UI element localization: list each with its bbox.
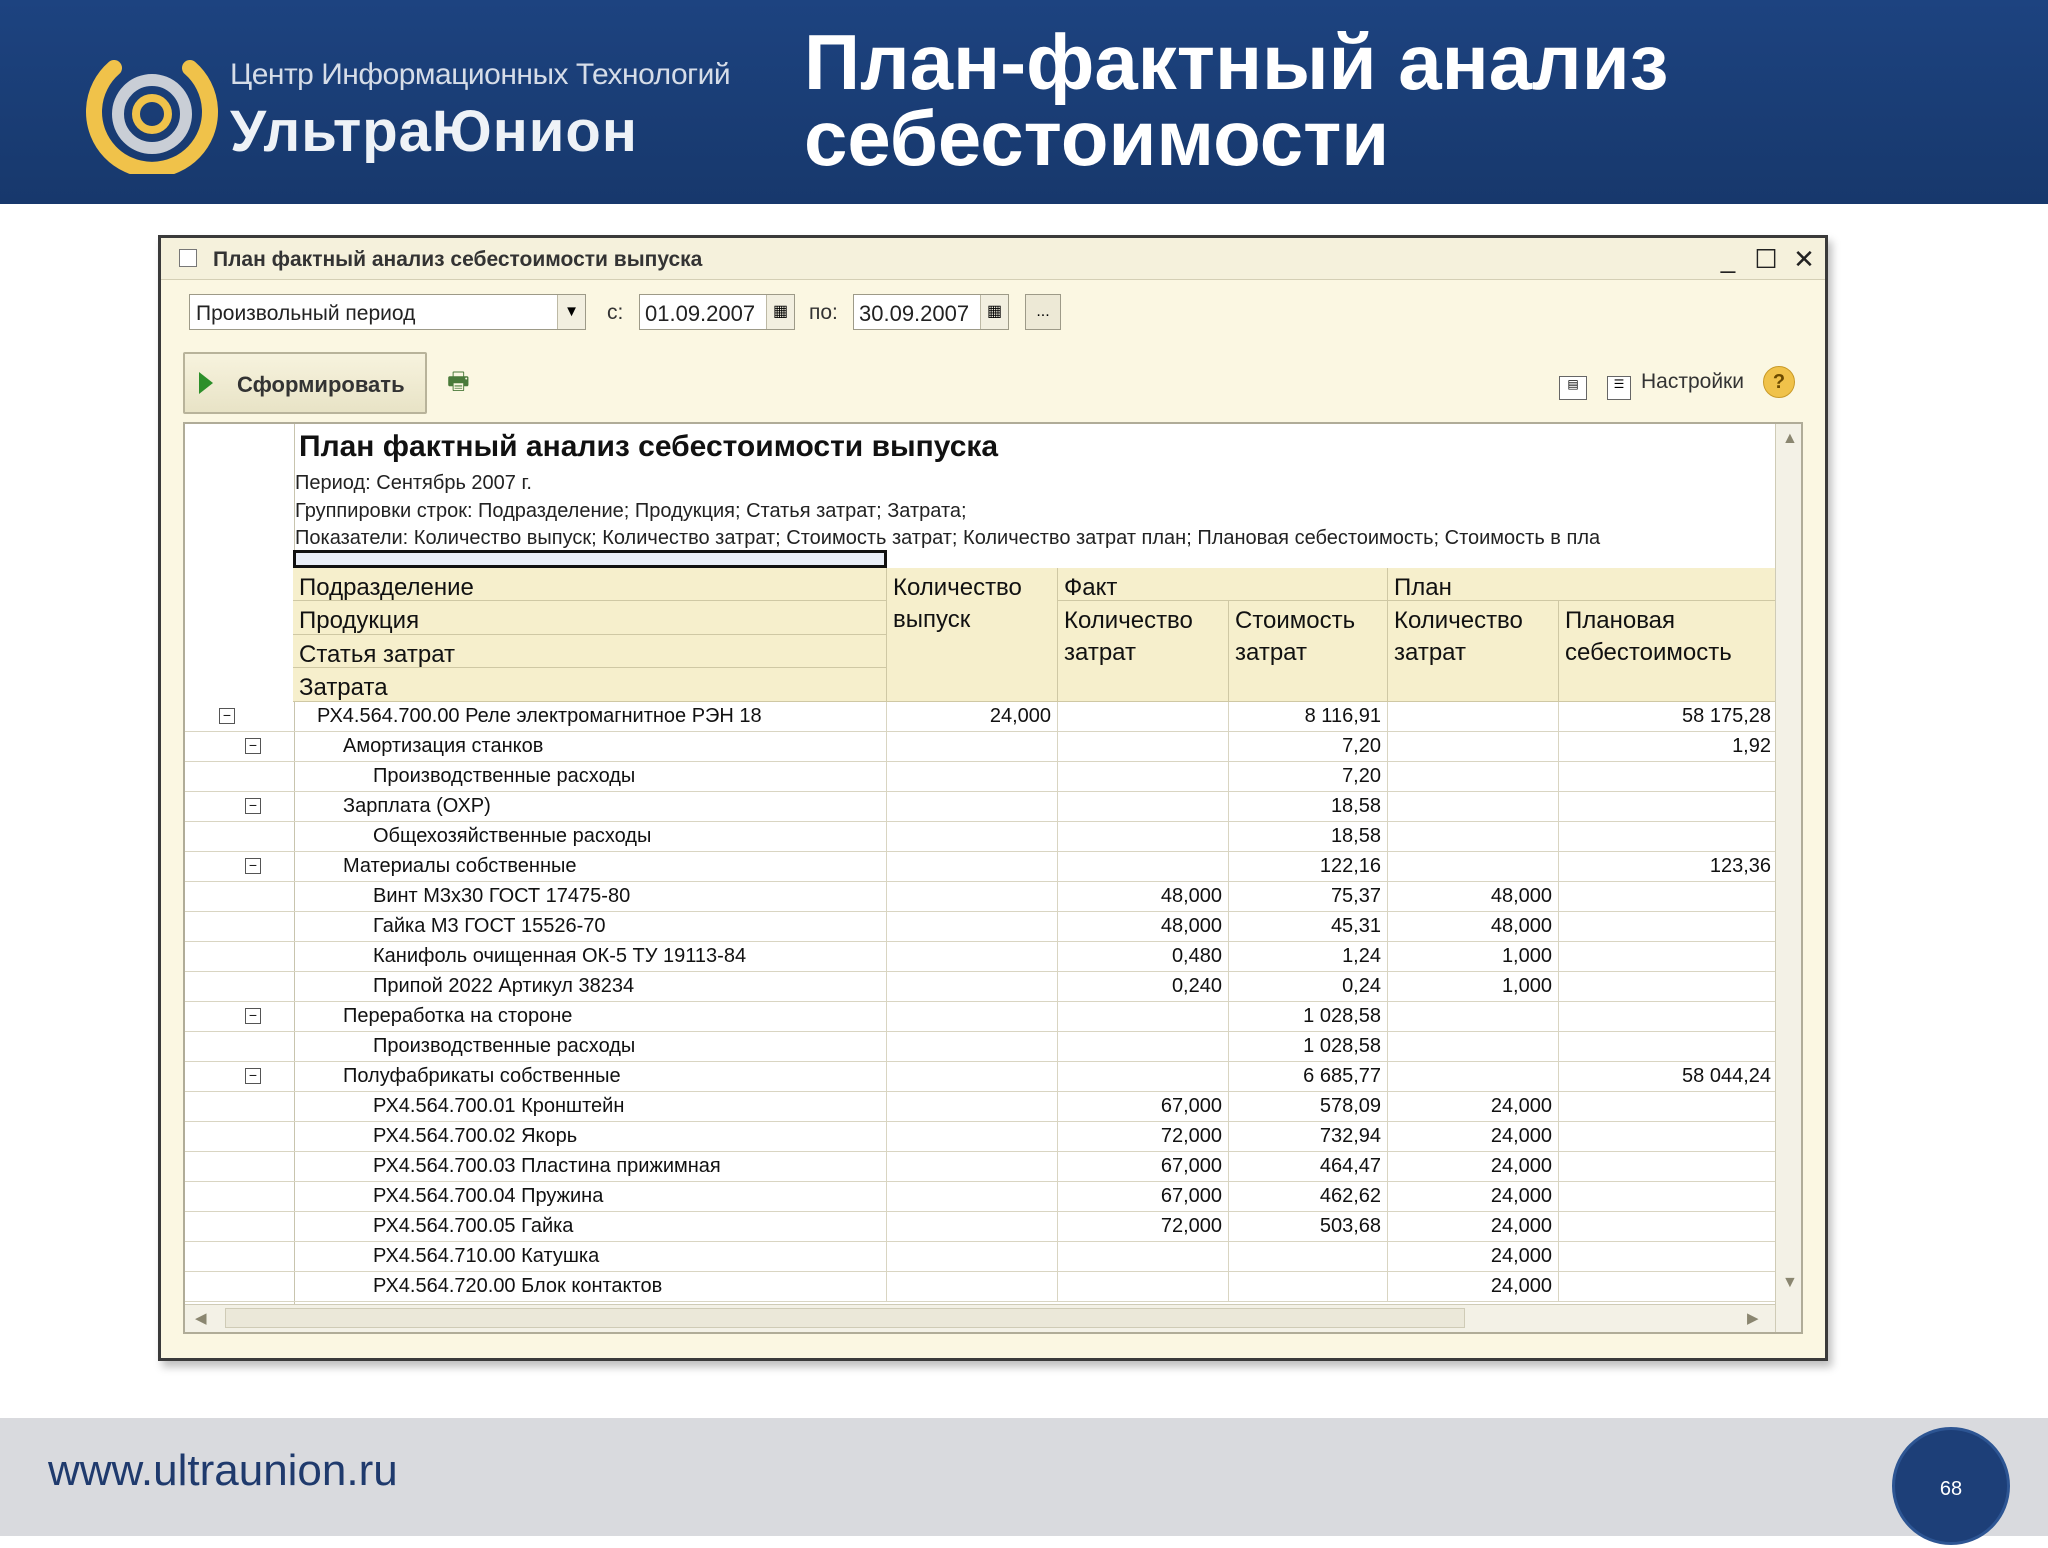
cell-plan-cost: [1559, 1152, 1778, 1182]
cell-plan-qty: 24,000: [1388, 1182, 1559, 1212]
header-qty-out: Количество выпуск: [887, 568, 1058, 702]
cell-fact-cost: 7,20: [1229, 732, 1388, 762]
cell-plan-cost: 58 044,24: [1559, 1062, 1778, 1092]
cell-plan-qty: [1388, 1002, 1559, 1032]
cell-qty-out: [887, 1182, 1058, 1212]
cell-fact-qty: 48,000: [1058, 882, 1229, 912]
cell-fact-cost: 45,31: [1229, 912, 1388, 942]
from-date-value: 01.09.2007: [645, 301, 756, 326]
cell-fact-qty: [1058, 822, 1229, 852]
cell-qty-out: [887, 912, 1058, 942]
ultraunion-logo-icon: [84, 48, 220, 174]
cell-fact-qty: [1058, 852, 1229, 882]
cell-qty-out: [887, 852, 1058, 882]
cell-fact-cost: 578,09: [1229, 1092, 1388, 1122]
cell-qty-out: [887, 1002, 1058, 1032]
cell-plan-cost: [1559, 822, 1778, 852]
cell-fact-qty: [1058, 1272, 1229, 1302]
cell-qty-out: [887, 762, 1058, 792]
cell-qty-out: [887, 1092, 1058, 1122]
collapse-toggle-icon[interactable]: −: [245, 1068, 261, 1084]
cell-fact-cost: 8 116,91: [1229, 702, 1388, 732]
cell-fact-cost: 7,20: [1229, 762, 1388, 792]
cell-fact-qty: 67,000: [1058, 1182, 1229, 1212]
table-row[interactable]: [185, 882, 1779, 912]
cell-plan-qty: [1388, 792, 1559, 822]
cell-plan-qty: 24,000: [1388, 1122, 1559, 1152]
cell-fact-cost: [1229, 1272, 1388, 1302]
cell-fact-qty: 0,240: [1058, 972, 1229, 1002]
cell-qty-out: [887, 1062, 1058, 1092]
window-titlebar: [161, 238, 1825, 280]
slide-title-line1: План-фактный анализ: [804, 18, 1669, 106]
cell-plan-cost: [1559, 912, 1778, 942]
table-row[interactable]: [185, 1182, 1779, 1212]
header-fact: Факт: [1058, 568, 1388, 601]
cell-qty-out: [887, 822, 1058, 852]
cell-fact-qty: [1058, 1242, 1229, 1272]
cell-plan-qty: [1388, 822, 1559, 852]
period-type-value: Произвольный период: [196, 302, 416, 325]
cell-fact-cost: 18,58: [1229, 822, 1388, 852]
cell-fact-cost: 1,24: [1229, 942, 1388, 972]
cell-fact-cost: 18,58: [1229, 792, 1388, 822]
cell-fact-cost: 464,47: [1229, 1152, 1388, 1182]
page-number: 68: [1892, 1427, 2010, 1545]
table-row[interactable]: [185, 1152, 1779, 1182]
cell-plan-qty: 1,000: [1388, 942, 1559, 972]
table-row[interactable]: [185, 852, 1779, 882]
cell-fact-cost: 122,16: [1229, 852, 1388, 882]
header-group4: Затрата: [293, 668, 887, 702]
cell-fact-qty: [1058, 792, 1229, 822]
cell-fact-cost: 503,68: [1229, 1212, 1388, 1242]
cell-fact-qty: [1058, 762, 1229, 792]
cell-name: Полуфабрикаты собственные: [293, 1062, 887, 1092]
cell-fact-qty: [1058, 1002, 1229, 1032]
cell-plan-cost: [1559, 792, 1778, 822]
slide-title: [804, 18, 1669, 182]
period-type-select[interactable]: [189, 294, 586, 330]
slide-banner: [0, 0, 2048, 204]
table-row[interactable]: [185, 822, 1779, 852]
cell-fact-cost: 1 028,58: [1229, 1002, 1388, 1032]
header-fact-qty: Количество затрат: [1058, 601, 1229, 702]
cell-name: Припой 2022 Артикул 38234: [293, 972, 887, 1002]
table-row[interactable]: [185, 792, 1779, 822]
scroll-up-icon[interactable]: ▲: [1782, 430, 1798, 447]
cell-name: Материалы собственные: [293, 852, 887, 882]
cell-qty-out: [887, 1212, 1058, 1242]
from-date-field[interactable]: [639, 294, 795, 330]
table-row[interactable]: [185, 702, 1779, 732]
cell-fact-qty: 72,000: [1058, 1212, 1229, 1242]
report-groupings: Группировки строк: Подразделение; Продукция; Статья затрат; Затрата;: [295, 500, 967, 522]
cell-plan-cost: [1559, 1122, 1778, 1152]
table-row[interactable]: [185, 1242, 1779, 1272]
cell-fact-qty: 48,000: [1058, 912, 1229, 942]
cell-fact-qty: [1058, 732, 1229, 762]
table-row[interactable]: [185, 972, 1779, 1002]
cell-fact-qty: [1058, 1032, 1229, 1062]
settings-icon[interactable]: ☰: [1607, 376, 1631, 400]
cell-plan-cost: [1559, 1182, 1778, 1212]
cell-plan-qty: [1388, 732, 1559, 762]
cell-plan-qty: 48,000: [1388, 912, 1559, 942]
cell-name: РХ4.564.700.00 Реле электромагнитное РЭН 18: [293, 702, 887, 732]
cell-fact-qty: 67,000: [1058, 1092, 1229, 1122]
table-row[interactable]: [185, 1002, 1779, 1032]
cell-fact-qty: 67,000: [1058, 1152, 1229, 1182]
cell-plan-cost: 1,92: [1559, 732, 1778, 762]
cell-plan-qty: [1388, 1032, 1559, 1062]
cell-qty-out: [887, 1032, 1058, 1062]
chevron-down-icon[interactable]: ▼: [557, 295, 585, 329]
table-row[interactable]: [185, 1122, 1779, 1152]
to-date-value: 30.09.2007: [859, 301, 970, 326]
scroll-right-icon[interactable]: ▶: [1747, 1310, 1759, 1327]
cell-plan-qty: 24,000: [1388, 1272, 1559, 1302]
cell-plan-cost: 123,36: [1559, 852, 1778, 882]
cell-plan-qty: 1,000: [1388, 972, 1559, 1002]
to-date-field[interactable]: [853, 294, 1009, 330]
cell-name: Производственные расходы: [293, 762, 887, 792]
cell-fact-cost: 732,94: [1229, 1122, 1388, 1152]
cell-plan-qty: 24,000: [1388, 1092, 1559, 1122]
cell-plan-qty: 48,000: [1388, 882, 1559, 912]
header-fact-cost: Стоимость затрат: [1229, 601, 1388, 702]
settings-button[interactable]: Настройки: [1641, 370, 1744, 393]
collapse-toggle-icon[interactable]: −: [245, 858, 261, 874]
horizontal-scrollbar[interactable]: [185, 1304, 1775, 1332]
cell-qty-out: [887, 1122, 1058, 1152]
header-group2: Продукция: [293, 601, 887, 635]
cell-name: РХ4.564.700.03 Пластина прижимная: [293, 1152, 887, 1182]
cell-qty-out: 24,000: [887, 702, 1058, 732]
website-url[interactable]: www.ultraunion.ru: [48, 1446, 398, 1495]
vertical-scrollbar[interactable]: [1775, 424, 1803, 1332]
cell-plan-qty: [1388, 852, 1559, 882]
cell-plan-qty: [1388, 1062, 1559, 1092]
collapse-toggle-icon[interactable]: −: [245, 1008, 261, 1024]
generate-report-button[interactable]: [183, 352, 427, 414]
cell-fact-cost: 1 028,58: [1229, 1032, 1388, 1062]
cell-plan-cost: [1559, 1212, 1778, 1242]
cell-plan-cost: [1559, 972, 1778, 1002]
maximize-button[interactable]: ☐: [1754, 244, 1778, 274]
table-view-icon[interactable]: ▤: [1559, 376, 1587, 400]
scroll-down-icon[interactable]: ▼: [1782, 1274, 1798, 1291]
cell-fact-cost: 462,62: [1229, 1182, 1388, 1212]
to-date-label: по:: [809, 301, 838, 324]
play-icon: [199, 372, 213, 394]
cell-fact-cost: [1229, 1242, 1388, 1272]
cell-fact-cost: 6 685,77: [1229, 1062, 1388, 1092]
cell-plan-qty: [1388, 702, 1559, 732]
collapse-toggle-icon[interactable]: −: [219, 708, 235, 724]
cell-fact-cost: 0,24: [1229, 972, 1388, 1002]
cell-name: РХ4.564.710.00 Катушка: [293, 1242, 887, 1272]
report-area: [183, 422, 1803, 1334]
cell-fact-qty: [1058, 702, 1229, 732]
cell-qty-out: [887, 882, 1058, 912]
scroll-thumb[interactable]: [225, 1308, 1465, 1328]
cell-name: РХ4.564.720.00 Блок контактов: [293, 1272, 887, 1302]
minimize-button[interactable]: _: [1720, 244, 1736, 274]
header-plan-qty: Количество затрат: [1388, 601, 1559, 702]
cell-fact-qty: 72,000: [1058, 1122, 1229, 1152]
logo-name: УльтраЮнион: [230, 99, 638, 164]
cell-name: РХ4.564.700.05 Гайка: [293, 1212, 887, 1242]
cell-name: Производственные расходы: [293, 1032, 887, 1062]
slide-title-line2: себестоимости: [804, 94, 1390, 182]
cell-name: РХ4.564.700.02 Якорь: [293, 1122, 887, 1152]
cell-name: Общехозяйственные расходы: [293, 822, 887, 852]
cell-plan-cost: [1559, 1272, 1778, 1302]
collapse-toggle-icon[interactable]: −: [245, 738, 261, 754]
report-window-icon: [179, 249, 197, 267]
cell-name: Переработка на стороне: [293, 1002, 887, 1032]
cell-plan-cost: [1559, 882, 1778, 912]
header-plan: План: [1388, 568, 1778, 601]
table-row[interactable]: [185, 1212, 1779, 1242]
cell-name: РХ4.564.700.01 Кронштейн: [293, 1092, 887, 1122]
cell-name: Винт М3х30 ГОСТ 17475-80: [293, 882, 887, 912]
table-row[interactable]: [185, 732, 1779, 762]
selected-cell[interactable]: [293, 550, 887, 568]
table-row[interactable]: [185, 1062, 1779, 1092]
cell-fact-qty: 0,480: [1058, 942, 1229, 972]
cell-plan-qty: 24,000: [1388, 1152, 1559, 1182]
report-period: Период: Сентябрь 2007 г.: [295, 472, 532, 494]
scroll-left-icon[interactable]: ◀: [195, 1310, 207, 1327]
period-select-button[interactable]: ...: [1025, 294, 1061, 330]
table-row[interactable]: [185, 1032, 1779, 1062]
close-button[interactable]: ✕: [1793, 244, 1815, 274]
cell-name: Амортизация станков: [293, 732, 887, 762]
help-button[interactable]: ?: [1763, 366, 1795, 398]
cell-qty-out: [887, 972, 1058, 1002]
cell-plan-qty: 24,000: [1388, 1212, 1559, 1242]
cell-qty-out: [887, 942, 1058, 972]
cell-plan-cost: 58 175,28: [1559, 702, 1778, 732]
generate-report-label: Сформировать: [237, 372, 405, 397]
table-row[interactable]: [185, 762, 1779, 792]
cell-qty-out: [887, 1152, 1058, 1182]
cell-fact-qty: [1058, 1062, 1229, 1092]
header-plan-cost: Плановая себестоимость: [1559, 601, 1778, 702]
cell-plan-cost: [1559, 1002, 1778, 1032]
cell-qty-out: [887, 792, 1058, 822]
logo-subtitle: Центр Информационных Технологий: [230, 58, 731, 91]
cell-name: Гайка М3 ГОСТ 15526-70: [293, 912, 887, 942]
from-date-label: с:: [607, 301, 624, 324]
print-preview-icon[interactable]: 🖶: [447, 368, 470, 395]
cell-qty-out: [887, 1272, 1058, 1302]
cell-plan-qty: [1388, 762, 1559, 792]
cell-name: РХ4.564.700.04 Пружина: [293, 1182, 887, 1212]
cell-plan-cost: [1559, 942, 1778, 972]
window-title: План фактный анализ себестоимости выпуска: [213, 248, 703, 271]
report-indicators: Показатели: Количество выпуск; Количество затрат; Стоимость затрат; Количество затрат план; Плановая себестоимость; Стоимость в пла: [295, 527, 1601, 549]
table-row[interactable]: [185, 1272, 1779, 1302]
collapse-toggle-icon[interactable]: −: [245, 798, 261, 814]
cell-qty-out: [887, 1242, 1058, 1272]
cell-name: Канифоль очищенная ОК-5 ТУ 19113-84: [293, 942, 887, 972]
calendar-icon[interactable]: ▦: [766, 295, 794, 329]
calendar-icon[interactable]: ▦: [980, 295, 1008, 329]
report-window: [158, 235, 1828, 1361]
table-row[interactable]: [185, 1092, 1779, 1122]
cell-qty-out: [887, 732, 1058, 762]
cell-plan-cost: [1559, 1092, 1778, 1122]
cell-fact-cost: 75,37: [1229, 882, 1388, 912]
header-group3: Статья затрат: [293, 635, 887, 668]
report-title: План фактный анализ себестоимости выпуска: [299, 430, 999, 463]
cell-name: Зарплата (ОХР): [293, 792, 887, 822]
table-row[interactable]: [185, 912, 1779, 942]
header-group1: Подразделение: [293, 568, 887, 601]
cell-plan-cost: [1559, 1032, 1778, 1062]
cell-plan-cost: [1559, 762, 1778, 792]
table-row[interactable]: [185, 942, 1779, 972]
cell-plan-cost: [1559, 1242, 1778, 1272]
cell-plan-qty: 24,000: [1388, 1242, 1559, 1272]
